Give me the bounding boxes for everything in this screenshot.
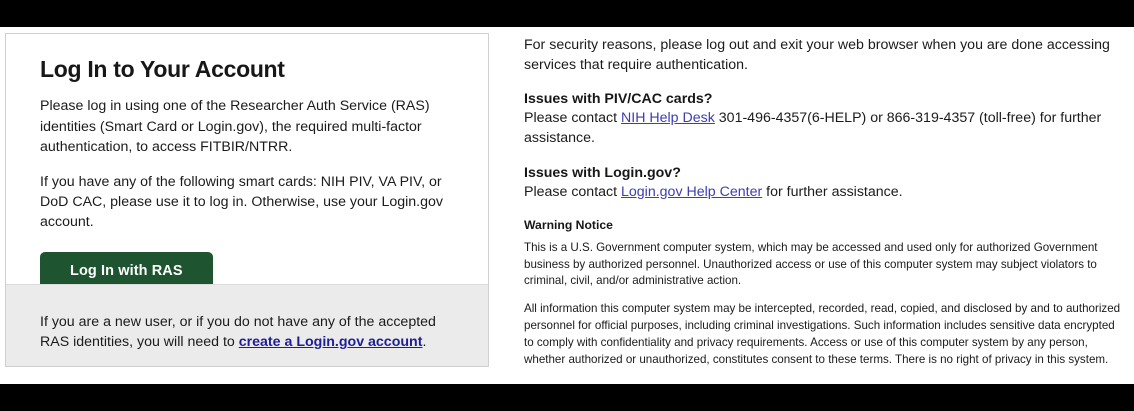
create-login-gov-account-link[interactable]: create a Login.gov account bbox=[238, 334, 423, 351]
information-column bbox=[524, 35, 1121, 379]
piv-cac-text-after: 301-496-4357(6-HELP) or 866-319-4357 (toll-free) for further assistance. bbox=[524, 110, 1102, 147]
security-reasons-notice: For security reasons, please log out and exit your web browser when you are done accessing services that require authentication. bbox=[524, 37, 1110, 74]
login-gov-contact-line bbox=[524, 182, 1121, 202]
login-card-footer bbox=[6, 284, 488, 366]
warning-notice-heading: Warning Notice bbox=[524, 217, 613, 232]
login-card-body bbox=[6, 34, 488, 291]
login-gov-issues-heading: Issues with Login.gov? bbox=[524, 164, 681, 181]
warning-notice-paragraph-2: All information this computer system may be intercepted, recorded, read, copied, and disclosed by and to authorized personnel for official purposes, including criminal investigations. Such information includes sensitive data encrypted to comply with confidentiality and privacy requirements. Access or use of this computer system by any person, whether authorized or unauthorized, constitutes consent to these terms. There is no right of privacy in this system. bbox=[524, 302, 1121, 366]
page-content bbox=[0, 27, 1134, 384]
login-gov-help-center-link[interactable]: Login.gov Help Center bbox=[621, 183, 763, 200]
new-user-notice-text-after: . bbox=[422, 334, 427, 351]
piv-cac-text-before: Please contact bbox=[524, 110, 622, 127]
piv-cac-contact-line bbox=[524, 108, 1121, 148]
bottom-banner-bar bbox=[0, 384, 1134, 411]
log-in-with-ras-button[interactable]: Log In with RAS bbox=[40, 252, 213, 291]
login-gov-text-after: for further assistance. bbox=[762, 183, 903, 200]
login-gov-text-before: Please contact bbox=[524, 183, 622, 200]
warning-notice-paragraph-1: This is a U.S. Government computer system, which may be accessed and used only for authorized Government business by authorized personnel. Unauthorized access or use of this computer system may subject violators to criminal, civil, and/or administrative action. bbox=[524, 240, 1098, 288]
new-user-notice-text-before: If you are a new user, or if you do not have any of the accepted RAS identities, you will need to bbox=[40, 314, 436, 351]
top-banner-bar bbox=[0, 0, 1134, 27]
page-title: Log In to Your Account bbox=[40, 56, 285, 82]
login-instructions-paragraph: Please log in using one of the Researcher Auth Service (RAS) identities (Smart Card or Login.gov), the required multi-factor authentication, to access FITBIR/NTRR. bbox=[40, 98, 430, 155]
nih-help-desk-link[interactable]: NIH Help Desk bbox=[621, 110, 715, 127]
smart-card-instructions-paragraph: If you have any of the following smart cards: NIH PIV, VA PIV, or DoD CAC, please use it to log in. Otherwise, use your Login.gov account. bbox=[40, 173, 443, 231]
piv-cac-heading: Issues with PIV/CAC cards? bbox=[524, 91, 713, 108]
login-card bbox=[5, 33, 489, 367]
new-user-notice bbox=[40, 312, 440, 352]
